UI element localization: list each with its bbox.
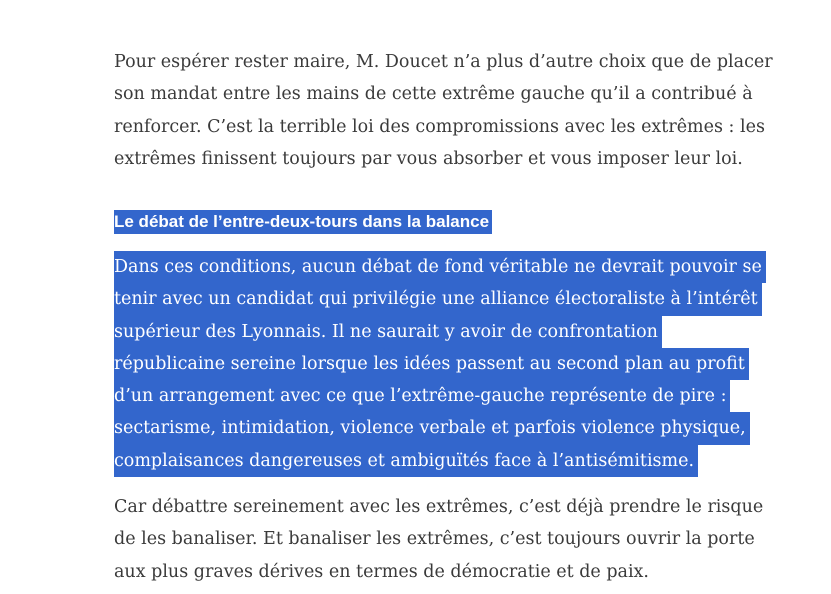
- text-line: son mandat entre les mains de cette extrême gauche qu’il a contribué à: [114, 84, 753, 105]
- selected-text-line: républicaine sereine lorsque les idées passent au second plan au profit: [114, 348, 749, 380]
- paragraph-conclusion[interactable]: [114, 491, 764, 588]
- text-line: renforcer. C’est la terrible loi des compromissions avec les extrêmes : les: [114, 116, 765, 137]
- paragraph-intro[interactable]: [114, 46, 773, 175]
- text-line: Pour espérer rester maire, M. Doucet n’a plus d’autre choix que de placer: [114, 52, 773, 72]
- selected-text-line: complaisances dangereuses et ambiguïtés face à l’antisémitisme.: [114, 445, 698, 477]
- selected-text-line: supérieur des Lyonnais. Il ne saurait y avoir de confrontation: [114, 316, 662, 348]
- paragraph-selected[interactable]: [114, 251, 762, 477]
- selected-text-line: sectarisme, intimidation, violence verbale et parfois violence physique,: [114, 412, 750, 444]
- selected-text-line: d’un arrangement avec ce que l’extrême-gauche représente de pire :: [114, 380, 730, 412]
- text-line: aux plus graves dérives en termes de démocratie et de paix.: [114, 561, 649, 582]
- text-line: extrêmes finissent toujours par vous absorber et vous imposer leur loi.: [114, 148, 743, 169]
- section-heading-selected[interactable]: [114, 207, 492, 236]
- selected-text-line: tenir avec un candidat qui privilégie une alliance électoraliste à l’intérêt: [114, 283, 762, 315]
- section-heading-text: Le débat de l’entre-deux-tours dans la balance: [114, 210, 492, 234]
- text-line: de les banaliser. Et banaliser les extrêmes, c’est toujours ouvrir la porte: [114, 529, 755, 550]
- text-line: Car débattre sereinement avec les extrêmes, c’est déjà prendre le risque: [114, 497, 764, 517]
- selected-text-line: Dans ces conditions, aucun débat de fond véritable ne devrait pouvoir se: [114, 251, 766, 283]
